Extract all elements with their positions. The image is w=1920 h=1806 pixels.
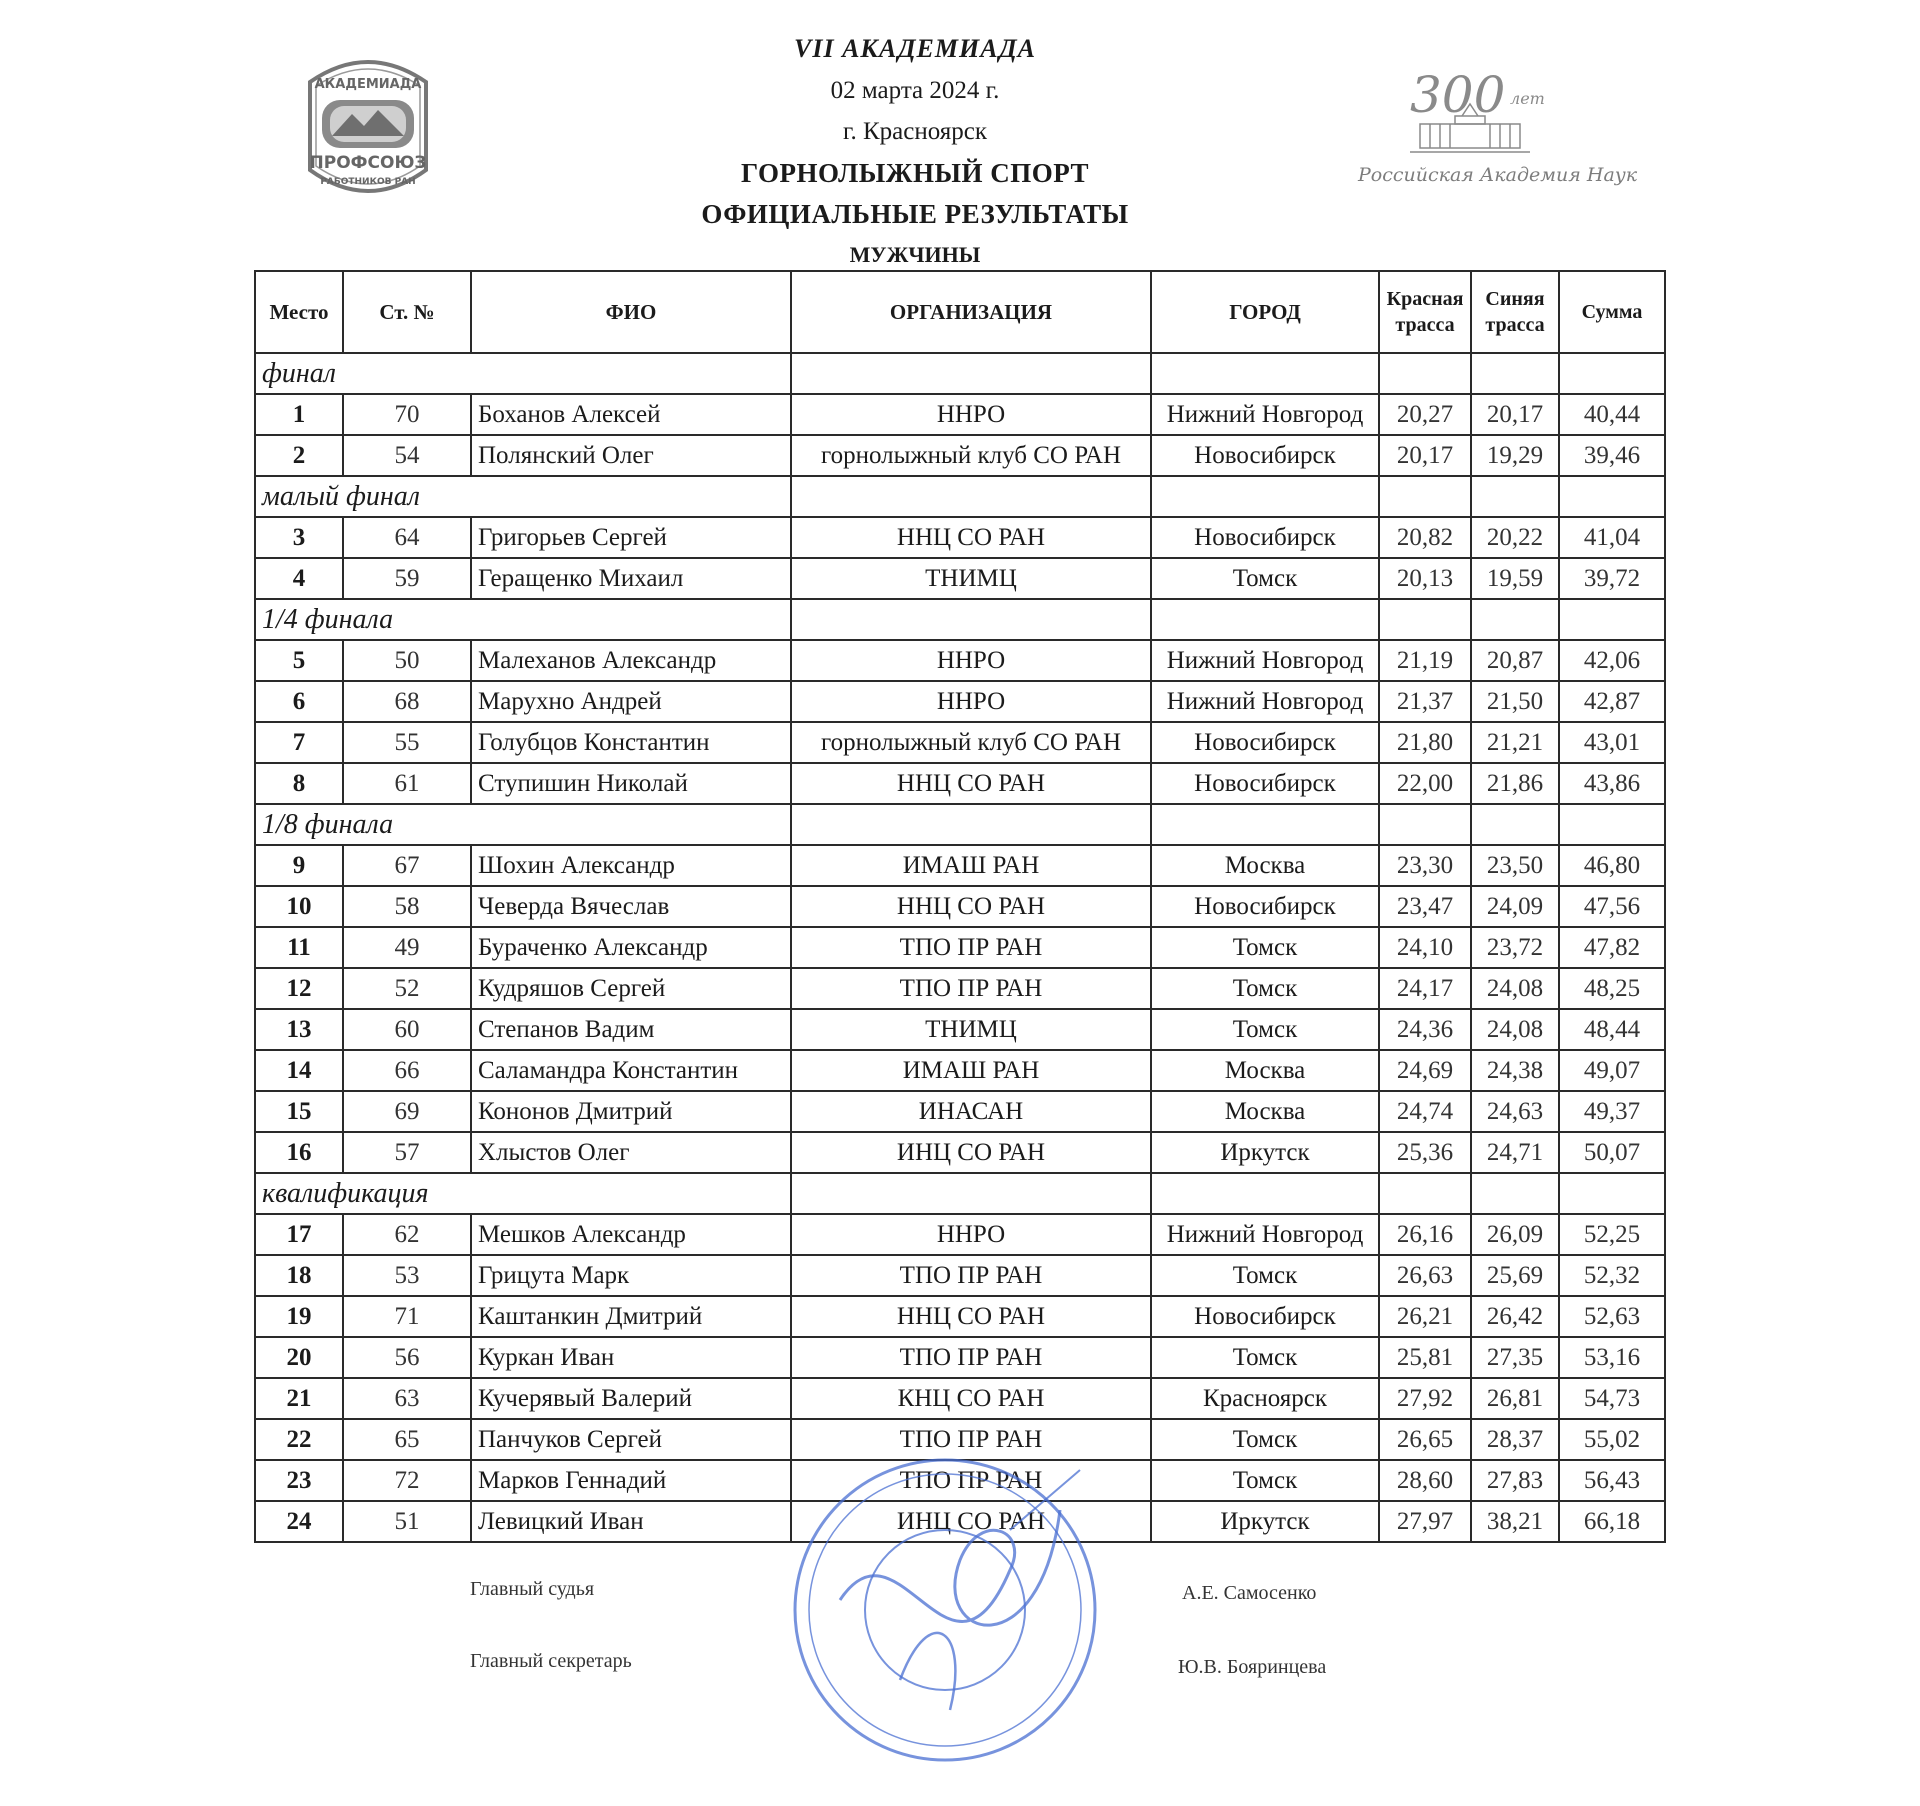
cell-blue-run: 24,63 bbox=[1471, 1091, 1559, 1132]
logo-left-line3: РАБОТНИКОВ РАН bbox=[320, 177, 416, 187]
cell-org: ННРО bbox=[791, 681, 1151, 722]
chief-judge-name: А.Е. Самосенко bbox=[1182, 1582, 1317, 1604]
cell-place: 19 bbox=[255, 1296, 343, 1337]
cell-org: ТНИМЦ bbox=[791, 1009, 1151, 1050]
cell-sum: 52,63 bbox=[1559, 1296, 1665, 1337]
cell-bib: 56 bbox=[343, 1337, 471, 1378]
table-row bbox=[255, 1214, 1665, 1255]
cell-blue-run: 20,87 bbox=[1471, 640, 1559, 681]
empty-cell bbox=[1151, 804, 1379, 845]
empty-cell bbox=[1151, 1173, 1379, 1214]
cell-bib: 61 bbox=[343, 763, 471, 804]
cell-org: горнолыжный клуб СО РАН bbox=[791, 722, 1151, 763]
cell-org: ТПО ПР РАН bbox=[791, 1337, 1151, 1378]
cell-bib: 60 bbox=[343, 1009, 471, 1050]
cell-sum: 52,25 bbox=[1559, 1214, 1665, 1255]
cell-sum: 49,37 bbox=[1559, 1091, 1665, 1132]
cell-name: Бураченко Александр bbox=[471, 927, 791, 968]
empty-cell bbox=[1151, 476, 1379, 517]
cell-name: Кудряшов Сергей bbox=[471, 968, 791, 1009]
cell-bib: 66 bbox=[343, 1050, 471, 1091]
cell-name: Шохин Александр bbox=[471, 845, 791, 886]
cell-blue-run: 21,21 bbox=[1471, 722, 1559, 763]
cell-blue-run: 20,17 bbox=[1471, 394, 1559, 435]
cell-blue-run: 23,50 bbox=[1471, 845, 1559, 886]
cell-city: Томск bbox=[1151, 1460, 1379, 1501]
cell-bib: 62 bbox=[343, 1214, 471, 1255]
stage-row bbox=[255, 1173, 1665, 1214]
cell-sum: 39,72 bbox=[1559, 558, 1665, 599]
cell-city: Новосибирск bbox=[1151, 517, 1379, 558]
table-row bbox=[255, 1255, 1665, 1296]
cell-blue-run: 24,09 bbox=[1471, 886, 1559, 927]
cell-sum: 56,43 bbox=[1559, 1460, 1665, 1501]
cell-place: 17 bbox=[255, 1214, 343, 1255]
cell-blue-run: 23,72 bbox=[1471, 927, 1559, 968]
cell-city: Москва bbox=[1151, 1091, 1379, 1132]
cell-org: ННЦ СО РАН bbox=[791, 886, 1151, 927]
table-row bbox=[255, 1091, 1665, 1132]
cell-place: 9 bbox=[255, 845, 343, 886]
cell-blue-run: 19,59 bbox=[1471, 558, 1559, 599]
cell-sum: 43,01 bbox=[1559, 722, 1665, 763]
cell-place: 24 bbox=[255, 1501, 343, 1542]
cell-red-run: 26,65 bbox=[1379, 1419, 1471, 1460]
cell-place: 21 bbox=[255, 1378, 343, 1419]
cell-org: ТНИМЦ bbox=[791, 558, 1151, 599]
cell-name: Марков Геннадий bbox=[471, 1460, 791, 1501]
cell-place: 5 bbox=[255, 640, 343, 681]
cell-sum: 48,44 bbox=[1559, 1009, 1665, 1050]
cell-red-run: 21,37 bbox=[1379, 681, 1471, 722]
cell-bib: 58 bbox=[343, 886, 471, 927]
cell-city: Томск bbox=[1151, 927, 1379, 968]
empty-cell bbox=[1471, 1173, 1559, 1214]
cell-name: Куркан Иван bbox=[471, 1337, 791, 1378]
cell-sum: 55,02 bbox=[1559, 1419, 1665, 1460]
sport-title: ГОРНОЛЫЖНЫЙ СПОРТ bbox=[740, 158, 1090, 188]
table-row bbox=[255, 1337, 1665, 1378]
cell-red-run: 20,13 bbox=[1379, 558, 1471, 599]
event-city: г. Красноярск bbox=[843, 118, 987, 145]
cell-red-run: 21,80 bbox=[1379, 722, 1471, 763]
col-header-sum: Сумма bbox=[1559, 271, 1665, 353]
col-header-bib: Ст. № bbox=[343, 271, 471, 353]
cell-sum: 41,04 bbox=[1559, 517, 1665, 558]
cell-name: Степанов Вадим bbox=[471, 1009, 791, 1050]
cell-org: ННЦ СО РАН bbox=[791, 1296, 1151, 1337]
table-row bbox=[255, 845, 1665, 886]
akademiada-logo bbox=[300, 52, 436, 198]
cell-name: Геращенко Михаил bbox=[471, 558, 791, 599]
cell-red-run: 24,36 bbox=[1379, 1009, 1471, 1050]
cell-place: 7 bbox=[255, 722, 343, 763]
cell-place: 3 bbox=[255, 517, 343, 558]
col-header-city: ГОРОД bbox=[1151, 271, 1379, 353]
table-row bbox=[255, 640, 1665, 681]
results-body bbox=[255, 353, 1665, 1542]
cell-bib: 72 bbox=[343, 1460, 471, 1501]
table-row bbox=[255, 763, 1665, 804]
cell-bib: 69 bbox=[343, 1091, 471, 1132]
chief-secretary-name: Ю.В. Бояринцева bbox=[1178, 1656, 1327, 1678]
cell-city: Новосибирск bbox=[1151, 763, 1379, 804]
table-row bbox=[255, 886, 1665, 927]
cell-name: Ступишин Николай bbox=[471, 763, 791, 804]
chief-judge-label: Главный судья bbox=[470, 1578, 595, 1600]
cell-name: Кононов Дмитрий bbox=[471, 1091, 791, 1132]
cell-place: 14 bbox=[255, 1050, 343, 1091]
cell-sum: 47,82 bbox=[1559, 927, 1665, 968]
cell-place: 10 bbox=[255, 886, 343, 927]
cell-bib: 67 bbox=[343, 845, 471, 886]
cell-sum: 53,16 bbox=[1559, 1337, 1665, 1378]
cell-red-run: 24,69 bbox=[1379, 1050, 1471, 1091]
cell-red-run: 24,74 bbox=[1379, 1091, 1471, 1132]
cell-blue-run: 24,71 bbox=[1471, 1132, 1559, 1173]
ras-300-logo bbox=[1350, 60, 1638, 200]
cell-name: Саламандра Константин bbox=[471, 1050, 791, 1091]
table-row bbox=[255, 1050, 1665, 1091]
category-title: МУЖЧИНЫ bbox=[849, 242, 981, 267]
cell-city: Москва bbox=[1151, 845, 1379, 886]
cell-sum: 66,18 bbox=[1559, 1501, 1665, 1542]
cell-name: Кучерявый Валерий bbox=[471, 1378, 791, 1419]
col-header-org: ОРГАНИЗАЦИЯ bbox=[791, 271, 1151, 353]
cell-blue-run: 19,29 bbox=[1471, 435, 1559, 476]
empty-cell bbox=[1151, 353, 1379, 394]
col-header-blue-run: Синяя трасса bbox=[1471, 271, 1559, 353]
cell-blue-run: 21,50 bbox=[1471, 681, 1559, 722]
stage-row bbox=[255, 599, 1665, 640]
cell-name: Марухно Андрей bbox=[471, 681, 791, 722]
cell-org: ИМАШ РАН bbox=[791, 1050, 1151, 1091]
cell-bib: 71 bbox=[343, 1296, 471, 1337]
stage-row bbox=[255, 804, 1665, 845]
cell-org: ТПО ПР РАН bbox=[791, 1255, 1151, 1296]
cell-blue-run: 27,35 bbox=[1471, 1337, 1559, 1378]
cell-city: Томск bbox=[1151, 1255, 1379, 1296]
table-row bbox=[255, 558, 1665, 599]
cell-red-run: 26,63 bbox=[1379, 1255, 1471, 1296]
cell-blue-run: 26,42 bbox=[1471, 1296, 1559, 1337]
cell-name: Грицута Марк bbox=[471, 1255, 791, 1296]
cell-red-run: 25,36 bbox=[1379, 1132, 1471, 1173]
cell-city: Нижний Новгород bbox=[1151, 681, 1379, 722]
cell-red-run: 20,82 bbox=[1379, 517, 1471, 558]
cell-name: Левицкий Иван bbox=[471, 1501, 791, 1542]
table-row bbox=[255, 394, 1665, 435]
cell-bib: 55 bbox=[343, 722, 471, 763]
cell-city: Томск bbox=[1151, 1337, 1379, 1378]
table-row bbox=[255, 927, 1665, 968]
cell-bib: 54 bbox=[343, 435, 471, 476]
col-header-place: Место bbox=[255, 271, 343, 353]
chief-secretary-label: Главный секретарь bbox=[470, 1650, 632, 1672]
table-row bbox=[255, 1378, 1665, 1419]
cell-place: 20 bbox=[255, 1337, 343, 1378]
cell-org: ТПО ПР РАН bbox=[791, 968, 1151, 1009]
cell-blue-run: 21,86 bbox=[1471, 763, 1559, 804]
cell-sum: 43,86 bbox=[1559, 763, 1665, 804]
cell-red-run: 22,00 bbox=[1379, 763, 1471, 804]
cell-bib: 52 bbox=[343, 968, 471, 1009]
cell-blue-run: 20,22 bbox=[1471, 517, 1559, 558]
cell-place: 2 bbox=[255, 435, 343, 476]
table-row bbox=[255, 435, 1665, 476]
cell-red-run: 26,21 bbox=[1379, 1296, 1471, 1337]
empty-cell bbox=[791, 476, 1151, 517]
cell-name: Панчуков Сергей bbox=[471, 1419, 791, 1460]
cell-name: Голубцов Константин bbox=[471, 722, 791, 763]
cell-org: ТПО ПР РАН bbox=[791, 927, 1151, 968]
results-table bbox=[254, 270, 1666, 1543]
col-header-name: ФИО bbox=[471, 271, 791, 353]
official-results-title: ОФИЦИАЛЬНЫЕ РЕЗУЛЬТАТЫ bbox=[701, 199, 1129, 229]
logo-right-text: Российская Академия Наук bbox=[1358, 164, 1638, 186]
cell-sum: 42,06 bbox=[1559, 640, 1665, 681]
logo-left-line2: ПРОФСОЮЗ bbox=[309, 153, 427, 173]
cell-blue-run: 24,08 bbox=[1471, 1009, 1559, 1050]
cell-name: Каштанкин Дмитрий bbox=[471, 1296, 791, 1337]
cell-org: ННЦ СО РАН bbox=[791, 517, 1151, 558]
cell-place: 13 bbox=[255, 1009, 343, 1050]
logo-right-suffix: лет bbox=[1510, 89, 1545, 108]
cell-city: Нижний Новгород bbox=[1151, 640, 1379, 681]
cell-sum: 54,73 bbox=[1559, 1378, 1665, 1419]
cell-city: Томск bbox=[1151, 968, 1379, 1009]
cell-bib: 59 bbox=[343, 558, 471, 599]
logo-right-number: 300 bbox=[1410, 66, 1506, 124]
cell-red-run: 27,97 bbox=[1379, 1501, 1471, 1542]
cell-place: 11 bbox=[255, 927, 343, 968]
cell-sum: 48,25 bbox=[1559, 968, 1665, 1009]
cell-bib: 70 bbox=[343, 394, 471, 435]
cell-place: 23 bbox=[255, 1460, 343, 1501]
cell-bib: 64 bbox=[343, 517, 471, 558]
cell-blue-run: 24,38 bbox=[1471, 1050, 1559, 1091]
cell-red-run: 26,16 bbox=[1379, 1214, 1471, 1255]
cell-name: Чеверда Вячеслав bbox=[471, 886, 791, 927]
cell-name: Полянский Олег bbox=[471, 435, 791, 476]
cell-city: Томск bbox=[1151, 1419, 1379, 1460]
cell-org: ИНЦ СО РАН bbox=[791, 1501, 1151, 1542]
cell-bib: 53 bbox=[343, 1255, 471, 1296]
table-row bbox=[255, 968, 1665, 1009]
empty-cell bbox=[1471, 599, 1559, 640]
table-row bbox=[255, 681, 1665, 722]
cell-place: 18 bbox=[255, 1255, 343, 1296]
cell-org: ННРО bbox=[791, 1214, 1151, 1255]
cell-red-run: 28,60 bbox=[1379, 1460, 1471, 1501]
cell-sum: 47,56 bbox=[1559, 886, 1665, 927]
cell-city: Новосибирск bbox=[1151, 435, 1379, 476]
cell-org: горнолыжный клуб СО РАН bbox=[791, 435, 1151, 476]
cell-org: ННРО bbox=[791, 394, 1151, 435]
cell-red-run: 27,92 bbox=[1379, 1378, 1471, 1419]
empty-cell bbox=[791, 804, 1151, 845]
cell-city: Томск bbox=[1151, 558, 1379, 599]
cell-name: Хлыстов Олег bbox=[471, 1132, 791, 1173]
empty-cell bbox=[1471, 476, 1559, 517]
cell-blue-run: 26,81 bbox=[1471, 1378, 1559, 1419]
cell-bib: 68 bbox=[343, 681, 471, 722]
empty-cell bbox=[791, 1173, 1151, 1214]
cell-city: Новосибирск bbox=[1151, 886, 1379, 927]
stage-label: финал bbox=[255, 353, 791, 394]
cell-red-run: 21,19 bbox=[1379, 640, 1471, 681]
cell-place: 22 bbox=[255, 1419, 343, 1460]
table-row bbox=[255, 722, 1665, 763]
empty-cell bbox=[1471, 353, 1559, 394]
empty-cell bbox=[1379, 353, 1471, 394]
cell-red-run: 20,17 bbox=[1379, 435, 1471, 476]
cell-name: Малеханов Александр bbox=[471, 640, 791, 681]
logo-left-line1: АКАДЕМИАДА bbox=[314, 77, 422, 92]
cell-place: 1 bbox=[255, 394, 343, 435]
stage-row bbox=[255, 353, 1665, 394]
empty-cell bbox=[1379, 804, 1471, 845]
cell-org: ННЦ СО РАН bbox=[791, 763, 1151, 804]
cell-blue-run: 26,09 bbox=[1471, 1214, 1559, 1255]
cell-city: Томск bbox=[1151, 1009, 1379, 1050]
cell-city: Новосибирск bbox=[1151, 1296, 1379, 1337]
event-title: VII АКАДЕМИАДА bbox=[793, 34, 1037, 63]
empty-cell bbox=[791, 353, 1151, 394]
cell-sum: 46,80 bbox=[1559, 845, 1665, 886]
cell-org: ИНЦ СО РАН bbox=[791, 1132, 1151, 1173]
table-row bbox=[255, 1009, 1665, 1050]
cell-bib: 65 bbox=[343, 1419, 471, 1460]
stage-label: 1/4 финала bbox=[255, 599, 791, 640]
cell-blue-run: 25,69 bbox=[1471, 1255, 1559, 1296]
cell-sum: 52,32 bbox=[1559, 1255, 1665, 1296]
cell-city: Москва bbox=[1151, 1050, 1379, 1091]
stage-label: 1/8 финала bbox=[255, 804, 791, 845]
empty-cell bbox=[1559, 1173, 1665, 1214]
cell-name: Григорьев Сергей bbox=[471, 517, 791, 558]
cell-place: 4 bbox=[255, 558, 343, 599]
cell-org: ТПО ПР РАН bbox=[791, 1419, 1151, 1460]
cell-org: ННРО bbox=[791, 640, 1151, 681]
cell-red-run: 23,47 bbox=[1379, 886, 1471, 927]
empty-cell bbox=[1559, 804, 1665, 845]
empty-cell bbox=[1379, 476, 1471, 517]
cell-bib: 57 bbox=[343, 1132, 471, 1173]
empty-cell bbox=[1379, 599, 1471, 640]
empty-cell bbox=[1379, 1173, 1471, 1214]
cell-city: Красноярск bbox=[1151, 1378, 1379, 1419]
cell-red-run: 25,81 bbox=[1379, 1337, 1471, 1378]
cell-blue-run: 24,08 bbox=[1471, 968, 1559, 1009]
cell-blue-run: 27,83 bbox=[1471, 1460, 1559, 1501]
empty-cell bbox=[1151, 599, 1379, 640]
table-row bbox=[255, 517, 1665, 558]
cell-org: ИНАСАН bbox=[791, 1091, 1151, 1132]
cell-city: Нижний Новгород bbox=[1151, 394, 1379, 435]
empty-cell bbox=[791, 599, 1151, 640]
cell-place: 6 bbox=[255, 681, 343, 722]
cell-red-run: 24,17 bbox=[1379, 968, 1471, 1009]
cell-red-run: 23,30 bbox=[1379, 845, 1471, 886]
cell-sum: 40,44 bbox=[1559, 394, 1665, 435]
stage-row bbox=[255, 476, 1665, 517]
cell-sum: 49,07 bbox=[1559, 1050, 1665, 1091]
cell-place: 8 bbox=[255, 763, 343, 804]
cell-org: ИМАШ РАН bbox=[791, 845, 1151, 886]
cell-place: 16 bbox=[255, 1132, 343, 1173]
cell-city: Новосибирск bbox=[1151, 722, 1379, 763]
col-header-red-run: Красная трасса bbox=[1379, 271, 1471, 353]
cell-name: Боханов Алексей bbox=[471, 394, 791, 435]
event-date: 02 марта 2024 г. bbox=[830, 77, 1000, 104]
cell-bib: 49 bbox=[343, 927, 471, 968]
stage-label: квалификация bbox=[255, 1173, 791, 1214]
cell-sum: 39,46 bbox=[1559, 435, 1665, 476]
cell-sum: 42,87 bbox=[1559, 681, 1665, 722]
cell-place: 12 bbox=[255, 968, 343, 1009]
cell-bib: 63 bbox=[343, 1378, 471, 1419]
cell-red-run: 20,27 bbox=[1379, 394, 1471, 435]
cell-sum: 50,07 bbox=[1559, 1132, 1665, 1173]
cell-org: ТПО ПР РАН bbox=[791, 1460, 1151, 1501]
cell-org: КНЦ СО РАН bbox=[791, 1378, 1151, 1419]
cell-bib: 51 bbox=[343, 1501, 471, 1542]
cell-city: Иркутск bbox=[1151, 1501, 1379, 1542]
cell-bib: 50 bbox=[343, 640, 471, 681]
empty-cell bbox=[1471, 804, 1559, 845]
empty-cell bbox=[1559, 476, 1665, 517]
cell-blue-run: 28,37 bbox=[1471, 1419, 1559, 1460]
table-header-row bbox=[255, 271, 1665, 353]
official-stamp bbox=[780, 1450, 1110, 1770]
cell-name: Мешков Александр bbox=[471, 1214, 791, 1255]
cell-place: 15 bbox=[255, 1091, 343, 1132]
cell-blue-run: 38,21 bbox=[1471, 1501, 1559, 1542]
table-row bbox=[255, 1132, 1665, 1173]
cell-city: Иркутск bbox=[1151, 1132, 1379, 1173]
stage-label: малый финал bbox=[255, 476, 791, 517]
empty-cell bbox=[1559, 353, 1665, 394]
cell-red-run: 24,10 bbox=[1379, 927, 1471, 968]
table-row bbox=[255, 1296, 1665, 1337]
empty-cell bbox=[1559, 599, 1665, 640]
cell-city: Нижний Новгород bbox=[1151, 1214, 1379, 1255]
